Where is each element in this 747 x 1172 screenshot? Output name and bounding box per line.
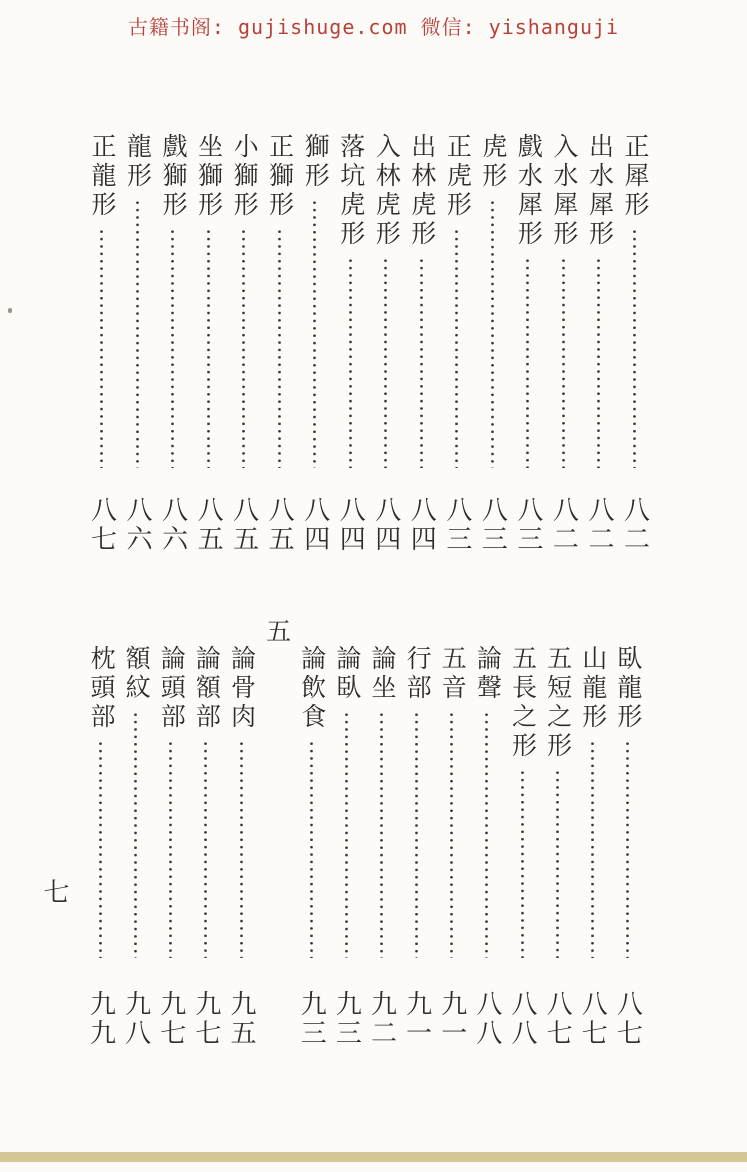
toc-entry-page: 九一 — [437, 990, 467, 1048]
dotted-leader — [591, 740, 594, 958]
toc-entry-title: 論額部 — [192, 645, 220, 732]
dotted-leader — [207, 228, 210, 468]
dotted-leader — [491, 199, 494, 468]
toc-entry-title: 臥龍形 — [613, 645, 641, 732]
chapter-marker-column — [259, 618, 294, 1048]
toc-entry-page: 九五 — [227, 990, 256, 1048]
toc-entry-page: 八五 — [229, 496, 259, 554]
toc-entry-title: 正獅形 — [265, 133, 293, 220]
toc-entry — [329, 618, 364, 1048]
toc-entry-title: 枕頭部 — [87, 645, 114, 732]
toc-entry-page: 九七 — [191, 990, 221, 1048]
toc-entry-page: 八七 — [87, 496, 117, 554]
dotted-leader — [562, 257, 565, 468]
toc-entry-page: 八四 — [300, 496, 330, 554]
toc-entry-page: 八七 — [613, 990, 643, 1048]
toc-entry-title: 論骨肉 — [227, 645, 255, 732]
dotted-leader — [310, 740, 313, 958]
dotted-leader — [380, 711, 383, 958]
toc-entry-page: 八六 — [123, 496, 153, 554]
toc-entry — [617, 133, 652, 555]
toc-entry-title: 行部 — [403, 645, 431, 703]
scan-speck — [8, 308, 12, 313]
dotted-leader — [455, 228, 458, 468]
dotted-leader — [521, 769, 524, 958]
dotted-leader — [204, 740, 207, 958]
toc-lower-block — [83, 618, 645, 1048]
dotted-leader — [526, 257, 529, 468]
toc-entry-title: 虎形 — [478, 133, 506, 191]
dotted-leader — [345, 711, 348, 958]
dotted-leader — [349, 257, 352, 468]
dotted-leader — [384, 257, 387, 468]
toc-entry — [505, 618, 540, 1048]
toc-entry-page: 九三 — [332, 990, 362, 1048]
dotted-leader — [134, 711, 137, 958]
toc-entry — [364, 618, 399, 1048]
folio-page-number: 七 — [40, 878, 69, 904]
toc-entry-page: 八三 — [513, 496, 543, 554]
footer-bar — [0, 1152, 747, 1162]
toc-entry-page: 八四 — [336, 496, 366, 554]
toc-entry-title: 出水犀形 — [585, 133, 613, 249]
toc-entry — [333, 133, 368, 555]
toc-entry — [434, 618, 469, 1048]
toc-entry-title: 正犀形 — [620, 133, 648, 220]
toc-entry-title: 入林虎形 — [372, 133, 400, 249]
toc-entry-title: 龍形 — [123, 133, 151, 191]
toc-entry-page: 八四 — [371, 496, 401, 554]
toc-entry-page: 八四 — [407, 496, 437, 554]
toc-entry-title: 額紋 — [122, 645, 150, 703]
dotted-leader — [415, 711, 418, 958]
toc-entry-title: 小獅形 — [230, 133, 258, 220]
toc-entry — [546, 133, 581, 555]
toc-entry — [510, 133, 545, 555]
toc-entry — [581, 133, 616, 555]
toc-entry — [188, 618, 223, 1048]
toc-entry — [83, 618, 118, 1048]
toc-entry-title: 正虎形 — [443, 133, 471, 220]
dotted-leader — [626, 740, 629, 958]
toc-entry — [224, 618, 259, 1048]
toc-entry-title: 五短之形 — [543, 645, 571, 761]
toc-entry-page: 九九 — [86, 990, 116, 1048]
toc-entry — [475, 133, 510, 555]
toc-entry-page: 八八 — [508, 990, 537, 1048]
toc-entry-page: 九七 — [156, 990, 186, 1048]
toc-entry-title: 論飲食 — [297, 645, 325, 732]
toc-entry-title: 論頭部 — [157, 645, 185, 732]
toc-entry-title: 入水犀形 — [549, 133, 577, 249]
dotted-leader — [313, 199, 316, 468]
toc-entry-title: 論聲 — [473, 645, 501, 703]
dotted-leader — [242, 228, 245, 468]
toc-entry-title: 五音 — [438, 645, 466, 703]
dotted-leader — [240, 740, 243, 958]
dotted-leader — [136, 199, 139, 468]
watermark-header: 古籍书阁: gujishuge.com 微信: yishanguji — [127, 15, 620, 39]
toc-entry-page: 八二 — [584, 496, 614, 554]
toc-entry — [262, 133, 297, 555]
toc-entry-title: 出林虎形 — [407, 133, 435, 249]
toc-entry-title: 坐獅形 — [194, 133, 222, 220]
toc-entry — [155, 133, 190, 555]
toc-entry-page: 八七 — [578, 990, 608, 1048]
toc-entry — [153, 618, 188, 1048]
toc-entry — [84, 133, 119, 555]
dotted-leader — [100, 228, 103, 468]
toc-entry-page: 八二 — [620, 496, 650, 554]
toc-entry — [297, 133, 332, 555]
toc-entry-title: 獅形 — [301, 133, 329, 191]
dotted-leader — [169, 740, 172, 958]
toc-entry-title: 落坑虎形 — [336, 133, 364, 249]
toc-entry — [610, 618, 645, 1048]
toc-entry — [191, 133, 226, 555]
toc-entry-page: 八五 — [265, 496, 295, 554]
toc-entry-page: 八三 — [442, 496, 472, 554]
toc-entry-page: 八六 — [158, 496, 188, 554]
toc-entry-page: 八八 — [472, 990, 502, 1048]
toc-entry-page: 九二 — [367, 990, 397, 1048]
dotted-leader — [485, 711, 488, 958]
toc-entry — [439, 133, 474, 555]
toc-entry-title: 戲水犀形 — [514, 133, 542, 249]
toc-entry — [118, 618, 153, 1048]
toc-entry — [540, 618, 575, 1048]
dotted-leader — [278, 228, 281, 468]
dotted-leader — [99, 740, 102, 958]
toc-entry — [404, 133, 439, 555]
dotted-leader — [420, 257, 423, 468]
toc-entry-page: 八五 — [194, 496, 224, 554]
toc-entry-page: 九一 — [402, 990, 432, 1048]
toc-entry-title: 正龍形 — [88, 133, 115, 220]
dotted-leader — [633, 228, 636, 468]
toc-entry-page: 八三 — [478, 496, 508, 554]
toc-entry-page: 八二 — [549, 496, 579, 554]
toc-upper-block — [84, 133, 652, 555]
toc-entry-title: 論坐 — [368, 645, 395, 703]
toc-entry-page: 九八 — [121, 990, 151, 1048]
dotted-leader — [450, 711, 453, 958]
dotted-leader — [597, 257, 600, 468]
toc-entry — [575, 618, 610, 1048]
toc-entry — [226, 133, 261, 555]
toc-entry — [120, 133, 155, 555]
chapter-five-marker: 五 — [262, 618, 290, 647]
dotted-leader — [556, 769, 559, 958]
toc-entry — [368, 133, 403, 555]
toc-entry-title: 戲獅形 — [159, 133, 187, 220]
toc-entry-title: 論臥 — [332, 645, 360, 703]
toc-entry-page: 九三 — [297, 990, 327, 1048]
toc-entry-page: 八七 — [543, 990, 573, 1048]
dotted-leader — [171, 228, 174, 468]
toc-entry-title: 五長之形 — [508, 645, 536, 761]
toc-entry — [469, 618, 504, 1048]
toc-entry — [399, 618, 434, 1048]
toc-entry — [294, 618, 329, 1048]
toc-entry-title: 山龍形 — [578, 645, 606, 732]
